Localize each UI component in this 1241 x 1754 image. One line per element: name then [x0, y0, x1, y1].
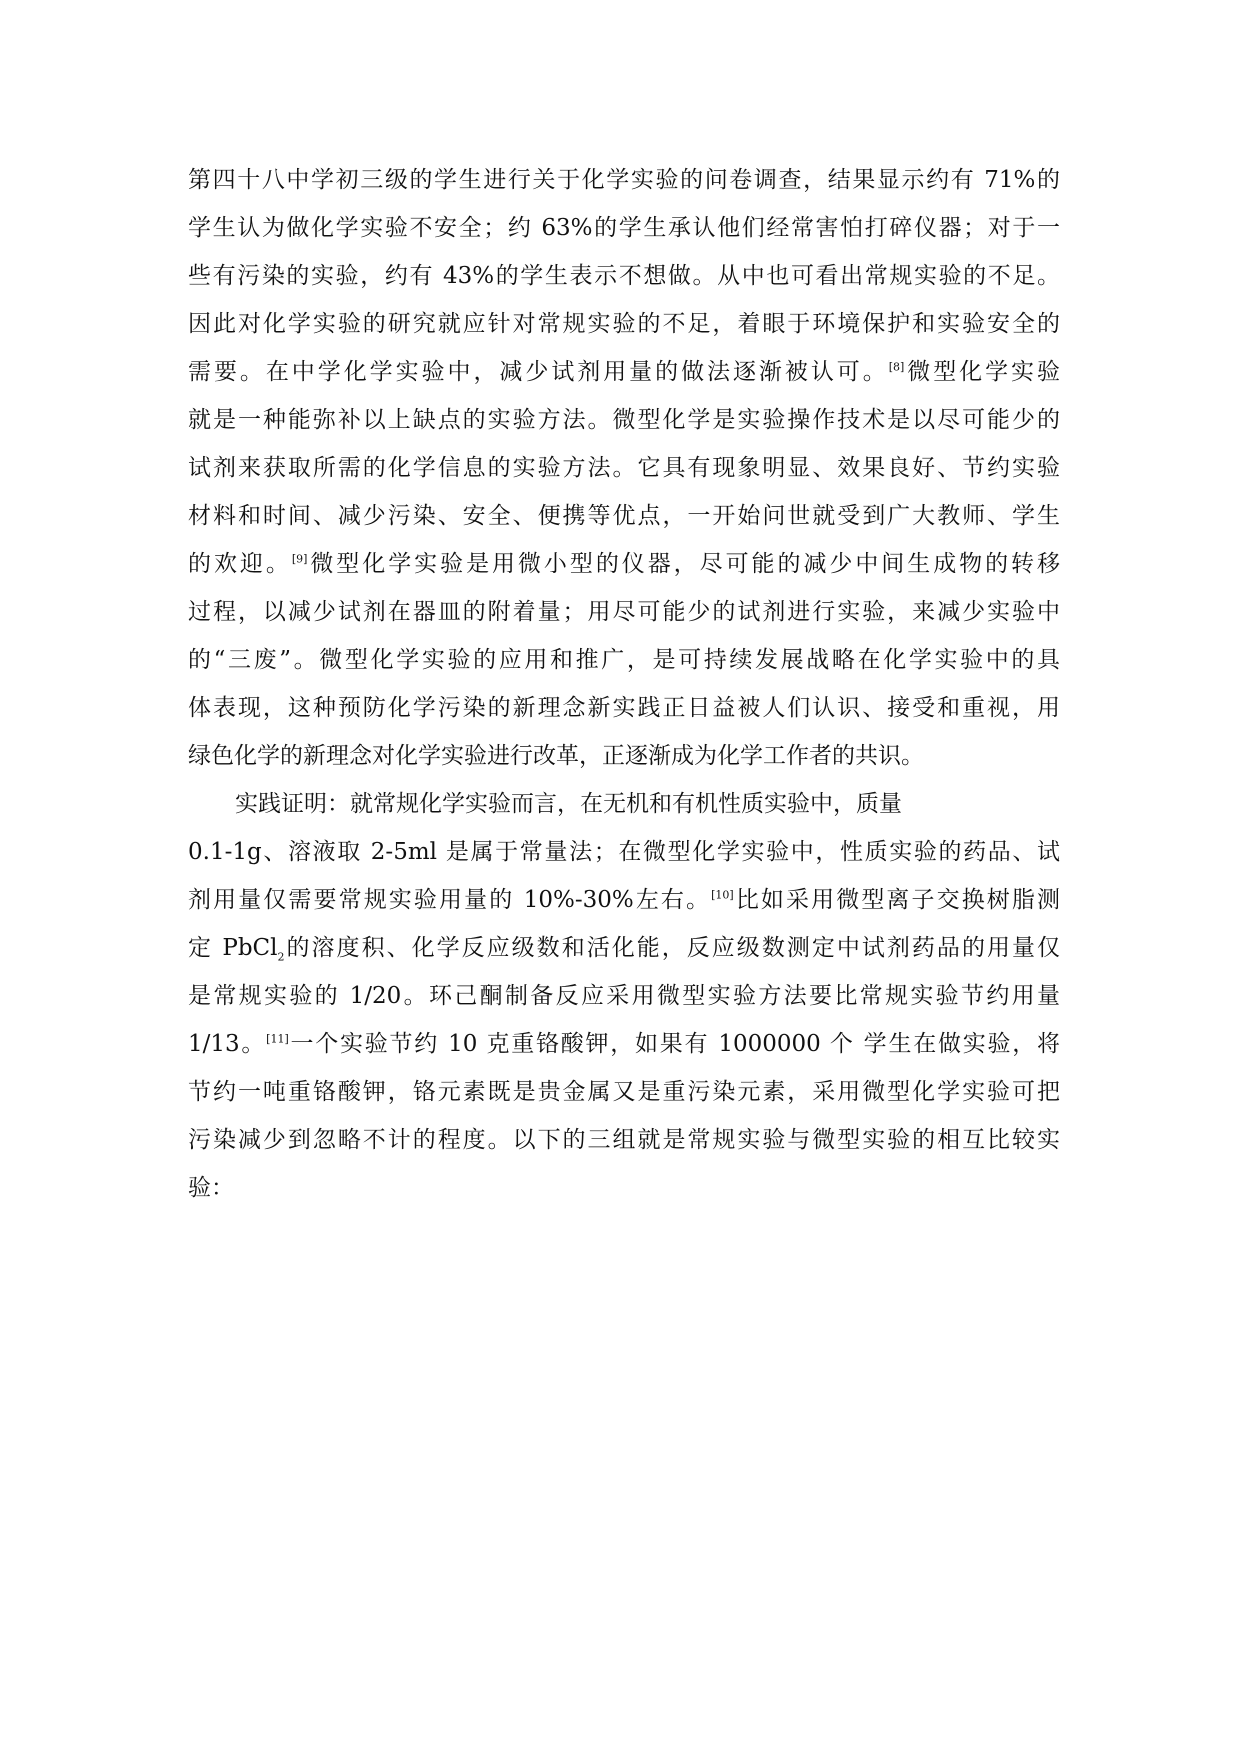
- text-run: 1/13。: [188, 1031, 267, 1057]
- paragraph-2-line-4: [188, 924, 1060, 972]
- text-run: 定 PbCl: [188, 935, 278, 961]
- paragraph-2-line-2: 0.1-1g、溶液取 2-5ml 是属于常量法；在微型化学实验中，性质实验的药品、试: [188, 839, 1060, 865]
- paragraph-2-line-1: 实践证明：就常规化学实验而言，在无机和有机性质实验中，质量: [235, 791, 902, 817]
- paragraph-1-line-10: 过程，以减少试剂在器皿的附着量；用尽可能少的试剂进行实验，来减少实验中: [188, 599, 1060, 625]
- text-run: 的溶度积、化学反应级数和活化能，反应级数测定中试剂药品的用量仅: [284, 935, 1060, 961]
- paragraph-2-line-7: 节约一吨重铬酸钾，铬元素既是贵金属又是重污染元素，采用微型化学实验可把: [188, 1079, 1060, 1105]
- citation-8: [8]: [888, 360, 905, 374]
- citation-9: [9]: [291, 552, 308, 566]
- paragraph-2-line-8: 污染减少到忽略不计的程度。以下的三组就是常规实验与微型实验的相互比较实: [188, 1127, 1060, 1153]
- text-run: 一个实验节约 10 克重铬酸钾，如果有 1000000 个 学生在做实验，将: [288, 1031, 1060, 1057]
- text-run: 需要。在中学化学实验中，减少试剂用量的做法逐渐被认可。: [188, 359, 889, 385]
- paragraph-1-line-4: 因此对化学实验的研究就应针对常规实验的不足，着眼于环境保护和实验安全的: [188, 311, 1060, 337]
- paragraph-1-line-13: 绿色化学的新理念对化学实验进行改革，正逐渐成为化学工作者的共识。: [188, 743, 924, 769]
- paragraph-2-line-3: [188, 876, 1060, 924]
- text-run: 微型化学实验: [904, 359, 1061, 385]
- citation-10: [10]: [711, 888, 734, 902]
- paragraph-1-line-12: 体表现，这种预防化学污染的新理念新实践正日益被人们认识、接受和重视，用: [188, 695, 1060, 721]
- paragraph-1-line-6: 就是一种能弥补以上缺点的实验方法。微型化学是实验操作技术是以尽可能少的: [188, 407, 1060, 433]
- paragraph-1-line-2: 学生认为做化学实验不安全；约 63%的学生承认他们经常害怕打碎仪器；对于一: [188, 215, 1060, 241]
- citation-11: [11]: [266, 1032, 289, 1046]
- paragraph-2-line-9: 验：: [188, 1175, 234, 1201]
- text-run: 剂用量仅需要常规实验用量的 10%-30%左右。: [188, 887, 712, 913]
- body-text: [188, 156, 1060, 1212]
- paragraph-1-line-11: 的“三废”。微型化学实验的应用和推广，是可持续发展战略在化学实验中的具: [188, 647, 1060, 673]
- paragraph-1-line-3: 些有污染的实验，约有 43%的学生表示不想做。从中也可看出常规实验的不足。: [188, 263, 1060, 289]
- subscript: 2: [277, 950, 285, 964]
- text-run: 的欢迎。: [188, 551, 292, 577]
- paragraph-1-line-1: 第四十八中学初三级的学生进行关于化学实验的问卷调查，结果显示约有 71%的: [188, 167, 1060, 193]
- paragraph-1-line-5: [188, 348, 1060, 396]
- paragraph-2-line-5: 是常规实验的 1/20。环己酮制备反应采用微型实验方法要比常规实验节约用量: [188, 983, 1060, 1009]
- text-run: 微型化学实验是用微小型的仪器，尽可能的减少中间生成物的转移: [307, 551, 1061, 577]
- paragraph-1-line-7: 试剂来获取所需的化学信息的实验方法。它具有现象明显、效果良好、节约实验: [188, 455, 1060, 481]
- paragraph-2-line-6: [188, 1020, 1060, 1068]
- text-run: 比如采用微型离子交换树脂测: [733, 887, 1061, 913]
- paragraph-1-line-9: [188, 540, 1060, 588]
- paragraph-1-line-8: 材料和时间、减少污染、安全、便携等优点，一开始问世就受到广大教师、学生: [188, 503, 1060, 529]
